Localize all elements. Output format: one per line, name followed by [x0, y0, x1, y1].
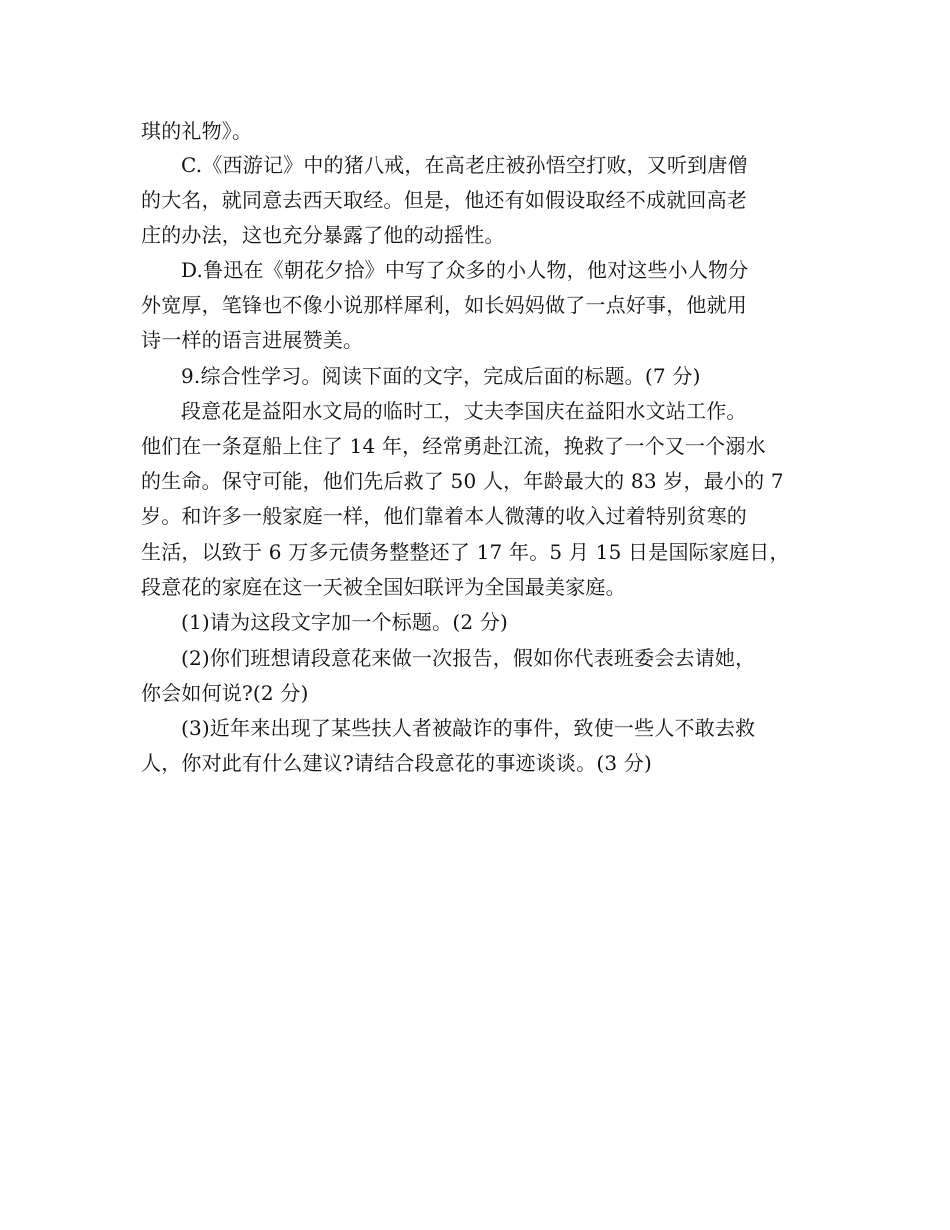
option-d-line: D.鲁迅在《朝花夕拾》中写了众多的小人物，他对这些小人物分 [181, 258, 749, 282]
sub-question-1: (1)请为这段文字加一个标题。(2 分) [181, 610, 509, 634]
passage-line: 他们在一条趸船上住了 14 年，经常勇赴江流，挽救了一个又一个溺水 [141, 434, 766, 458]
question-9-heading: 9.综合性学习。阅读下面的文字，完成后面的标题。(7 分) [181, 364, 701, 388]
passage-line: 的生命。保守可能，他们先后救了 50 人，年龄最大的 83 岁，最小的 7 [141, 469, 784, 493]
sub-question-3-cont: 人，你对此有什么建议?请结合段意花的事迹谈谈。(3 分) [141, 751, 653, 775]
text-line: 的大名，就同意去西天取经。但是，他还有如假设取经不成就回高老 [141, 188, 747, 212]
option-c-line: C.《西游记》中的猪八戒，在高老庄被孙悟空打败，又听到唐僧 [181, 153, 748, 177]
text-line: 外宽厚，笔锋也不像小说那样犀利，如长妈妈做了一点好事，他就用 [141, 293, 747, 317]
sub-question-2: (2)你们班想请段意花来做一次报告，假如你代表班委会去请她， [181, 646, 756, 670]
passage-line: 岁。和许多一般家庭一样，他们靠着本人微薄的收入过着特别贫寒的 [141, 504, 747, 528]
sub-question-2-cont: 你会如何说?(2 分) [141, 681, 309, 705]
passage-line: 生活，以致于 6 万多元债务整整还了 17 年。5 月 15 日是国际家庭日， [141, 540, 790, 564]
passage-line: 段意花的家庭在这一天被全国妇联评为全国最美家庭。 [141, 575, 626, 599]
passage-line: 段意花是益阳水文局的临时工，丈夫李国庆在益阳水文站工作。 [181, 399, 747, 423]
text-line: 庄的办法，这也充分暴露了他的动摇性。 [141, 223, 505, 247]
text-line: 诗一样的语言进展赞美。 [141, 328, 364, 352]
sub-question-3: (3)近年来出现了某些扶人者被敲诈的事件，致使一些人不敢去救 [181, 716, 756, 740]
text-line: 琪的礼物》。 [141, 119, 253, 143]
